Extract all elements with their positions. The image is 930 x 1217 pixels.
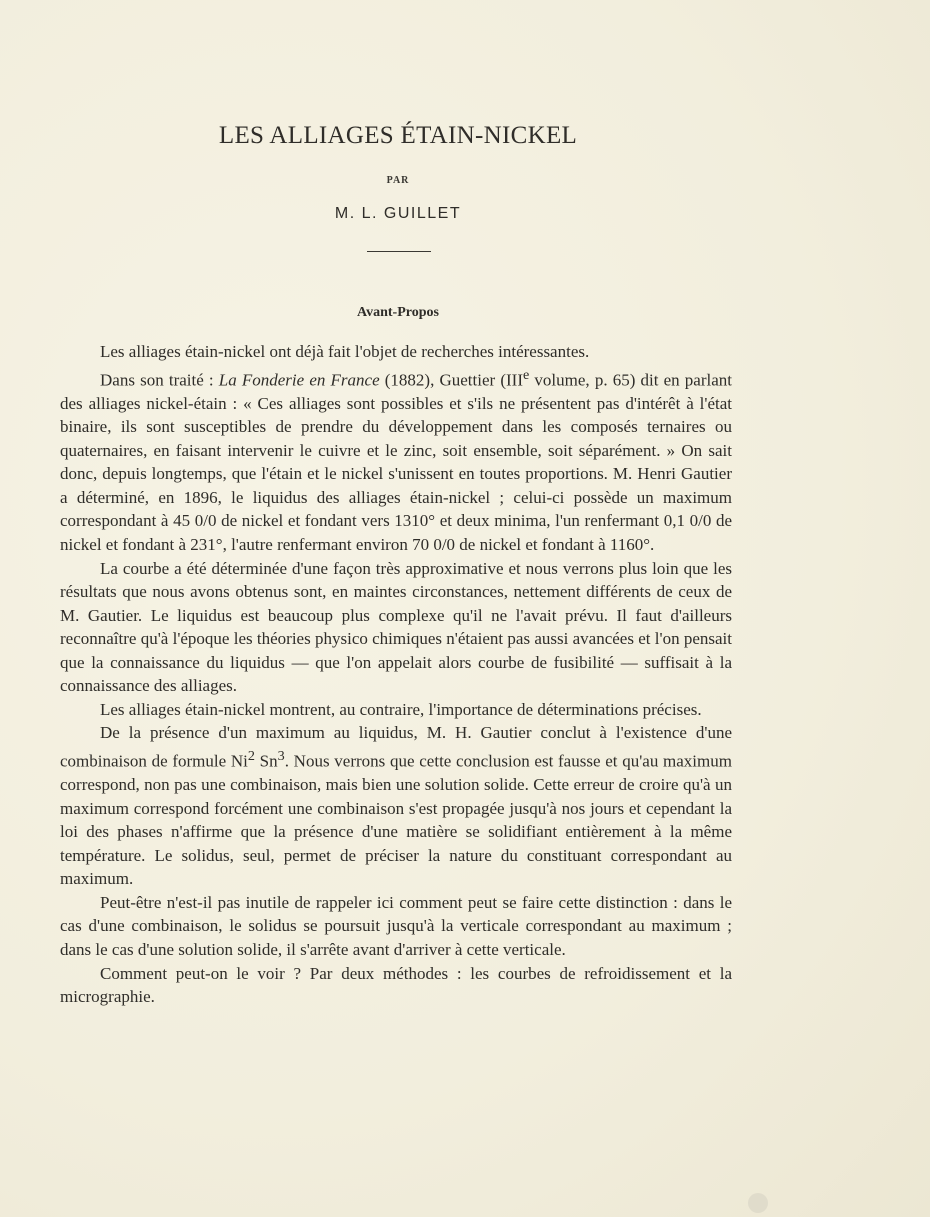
paragraph-1: Les alliages étain-nickel ont déjà fait l'objet de recherches intéressantes. [100, 342, 590, 361]
paragraph-3: La courbe a été déterminée d'une façon très approximative et nous verrons plus loin que les résultats que nous avons obtenus sont, en maintes circonstances, nettement différents de ceux de M. Gautier. Le liquidus est beaucoup plus complexe qu'il ne l'avait prévu. Il faut d'ailleurs reconnaître qu'à l'époque les théories physico chimiques n'étaient pas aussi avancées et l'on pensait que la connaissance du liquidus — que l'on appelait alors courbe de fusibilité — suffisait à la connaissance des alliages. [60, 558, 732, 696]
paper-stain [748, 1193, 768, 1213]
article-body [60, 340, 732, 1009]
byline-par: PAR [386, 175, 410, 186]
book-title: La Fonderie en France [218, 370, 380, 390]
paragraph-5: De la présence d'un maximum au liquidus, M. H. Gautier conclut à l'existence d'une combinaison de formule Ni$^2$ Sn$^3$. Nous verrons que cette conclusion est fausse et qu'au maximum correspond, non pas une combinaison, mais bien une solution solide. Cette erreur de croire qu'à un maximum correspond forcément une combinaison s'est propagée jusqu'à nos jours et cependant la loi des phases n'affirme que la présence d'une matière se solidifiant entièrement à la même température. Le solidus, seul, permet de préciser la nature du constituant correspondant au maximum. [60, 723, 732, 889]
title-divider [367, 251, 431, 252]
article-title: LES ALLIAGES ÉTAIN-NICKEL [218, 122, 578, 149]
paragraph-4: Les alliages étain-nickel montrent, au contraire, l'importance de déterminations précises. [100, 699, 702, 719]
author-name: M. L. GUILLET [334, 205, 462, 222]
paragraph-7: Comment peut-on le voir ? Par deux méthodes : les courbes de refroidissement et la micrographie. [60, 963, 732, 1007]
paragraph-6: Peut-être n'est-il pas inutile de rappeler ici comment peut se faire cette distinction : dans le cas d'une combinaison, le solidus se poursuit jusqu'à la verticale correspondant au maximum ; dans le cas d'une solution solide, il s'arrête avant d'arriver à cette verticale. [60, 892, 732, 959]
section-heading: Avant-Propos [357, 305, 439, 320]
paragraph-2: Dans son traité : La Fonderie en France (1882), Guettier (IIIe volume, p. 65) dit en parlant des alliages nickel-étain : « Ces alliages sont possibles et s'ils ne présentent pas d'intérêt à l'état binaire, ils sont susceptibles de prendre du développement dans les composés ternaires ou quaternaires, en faisant intervenir le cuivre et le zinc, soit ensemble, soit séparément. » On sait donc, depuis longtemps, que l'étain et le nickel s'unissent en toutes proportions. M. Henri Gautier a déterminé, en 1896, le liquidus des alliages étain-nickel ; celui-ci possède un maximum correspondant à 45 0/0 de nickel et fondant vers 1310° et deux minima, l'un renfermant 0,1 0/0 de nickel et fondant à 231°, l'autre renfermant environ 70 0/0 de nickel et fondant à 1160°. [60, 366, 732, 555]
